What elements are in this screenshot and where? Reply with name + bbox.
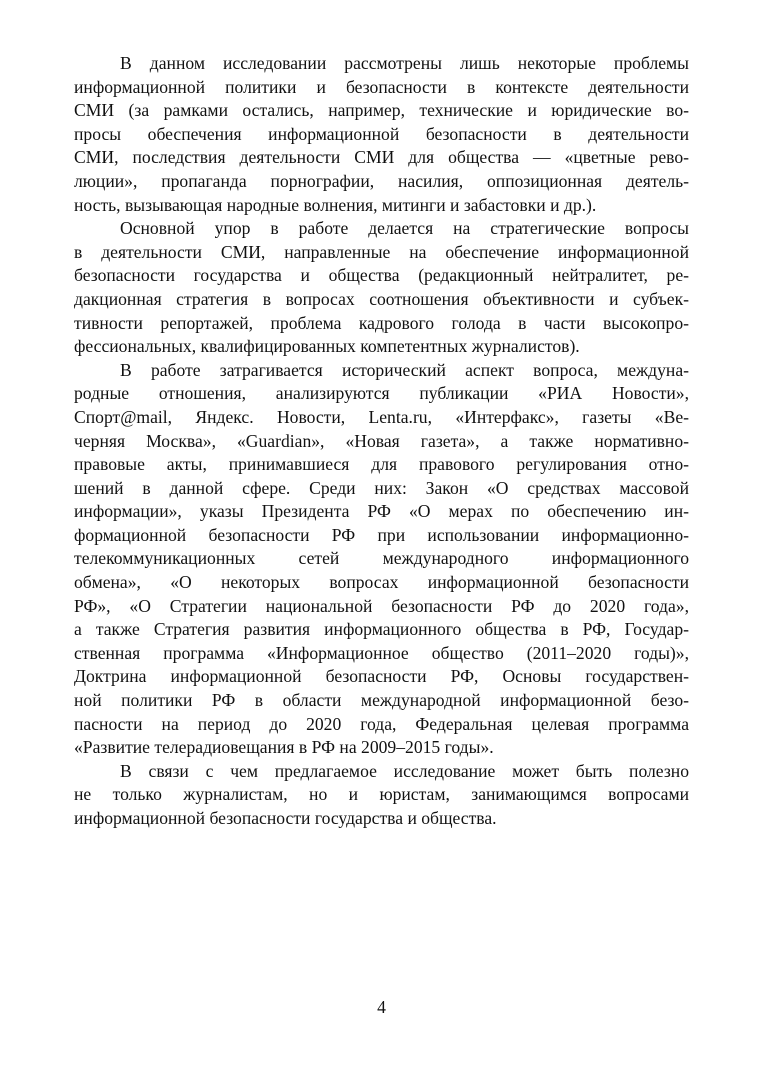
text-line: ность, вызывающая народные волнения, митинги и забастовки и др.).	[74, 194, 597, 215]
text-line: безопасности государства и общества (редакционный нейтралитет, ре-	[74, 265, 689, 286]
text-line: фессиональных, квалифицированных компетентных журналистов).	[74, 336, 580, 357]
text-line: СМИ, последствия деятельности СМИ для общества — «цветные рево-	[74, 147, 689, 168]
text-line: В связи с чем предлагаемое исследование может быть полезно	[120, 760, 689, 781]
text-line: В данном исследовании рассмотрены лишь некоторые проблемы	[120, 53, 689, 73]
text-line: СМИ (за рамками остались, например, технические и юридические во-	[74, 100, 689, 121]
text-line: в деятельности СМИ, направленные на обеспечение информационной	[74, 241, 689, 262]
text-line: Доктрина информационной безопасности РФ, Основы государствен-	[74, 666, 689, 687]
text-line: информации», указы Президента РФ «О мерах по обеспечению ин-	[74, 501, 689, 522]
text-line: формационной безопасности РФ при использовании информационно-	[74, 524, 689, 545]
text-line: информационной безопасности государства и общества.	[74, 808, 497, 828]
text-line: В работе затрагивается исторический аспект вопроса, междуна-	[120, 359, 689, 380]
paragraph-sources	[74, 359, 689, 760]
text-line: тивности репортажей, проблема кадрового голода в части высокопро-	[74, 312, 689, 333]
text-line: черняя Москва», «Guardian», «Новая газета», а также нормативно-	[74, 430, 689, 451]
text-line: пасности на период до 2020 года, Федеральная целевая программа	[74, 713, 689, 734]
text-line: Спорт@mail, Яндекс. Новости, Lenta.ru, «Интерфакс», газеты «Ве-	[74, 406, 689, 427]
text-line: шений в данной сфере. Среди них: Закон «О средствах массовой	[74, 477, 689, 498]
paragraph-scope	[74, 52, 689, 217]
text-line: ной политики РФ в области международной информационной безо-	[74, 690, 689, 711]
text-line: люции», пропаганда порнографии, насилия, оппозиционная деятель-	[74, 170, 689, 191]
page-number: 4	[377, 997, 386, 1017]
paragraph-audience	[74, 760, 689, 831]
text-line: обмена», «О некоторых вопросах информационной безопасности	[74, 572, 689, 593]
text-line: дакционная стратегия в вопросах соотношения объективности и субъек-	[74, 288, 689, 309]
text-line: ственная программа «Информационное общество (2011–2020 годы)»,	[74, 642, 689, 663]
text-line: просы обеспечения информационной безопасности в деятельности	[74, 123, 689, 144]
body-text	[74, 52, 689, 831]
text-line: «Развитие телерадиовещания в РФ на 2009–2015 годы».	[74, 737, 494, 758]
text-line: информационной политики и безопасности в контексте деятельности	[74, 76, 689, 97]
text-line: родные отношения, анализируются публикации «РИА Новости»,	[74, 383, 689, 404]
text-line: Основной упор в работе делается на стратегические вопросы	[120, 218, 689, 239]
text-line: а также Стратегия развития информационного общества в РФ, Государ-	[74, 619, 689, 640]
paragraph-focus	[74, 217, 689, 359]
text-line: РФ», «О Стратегии национальной безопасности РФ до 2020 года»,	[74, 595, 689, 616]
text-line: правовые акты, принимавшиеся для правового регулирования отно-	[74, 454, 689, 475]
text-line: не только журналистам, но и юристам, занимающимся вопросами	[74, 784, 689, 805]
text-line: телекоммуникационных сетей международного информационного	[74, 548, 689, 569]
